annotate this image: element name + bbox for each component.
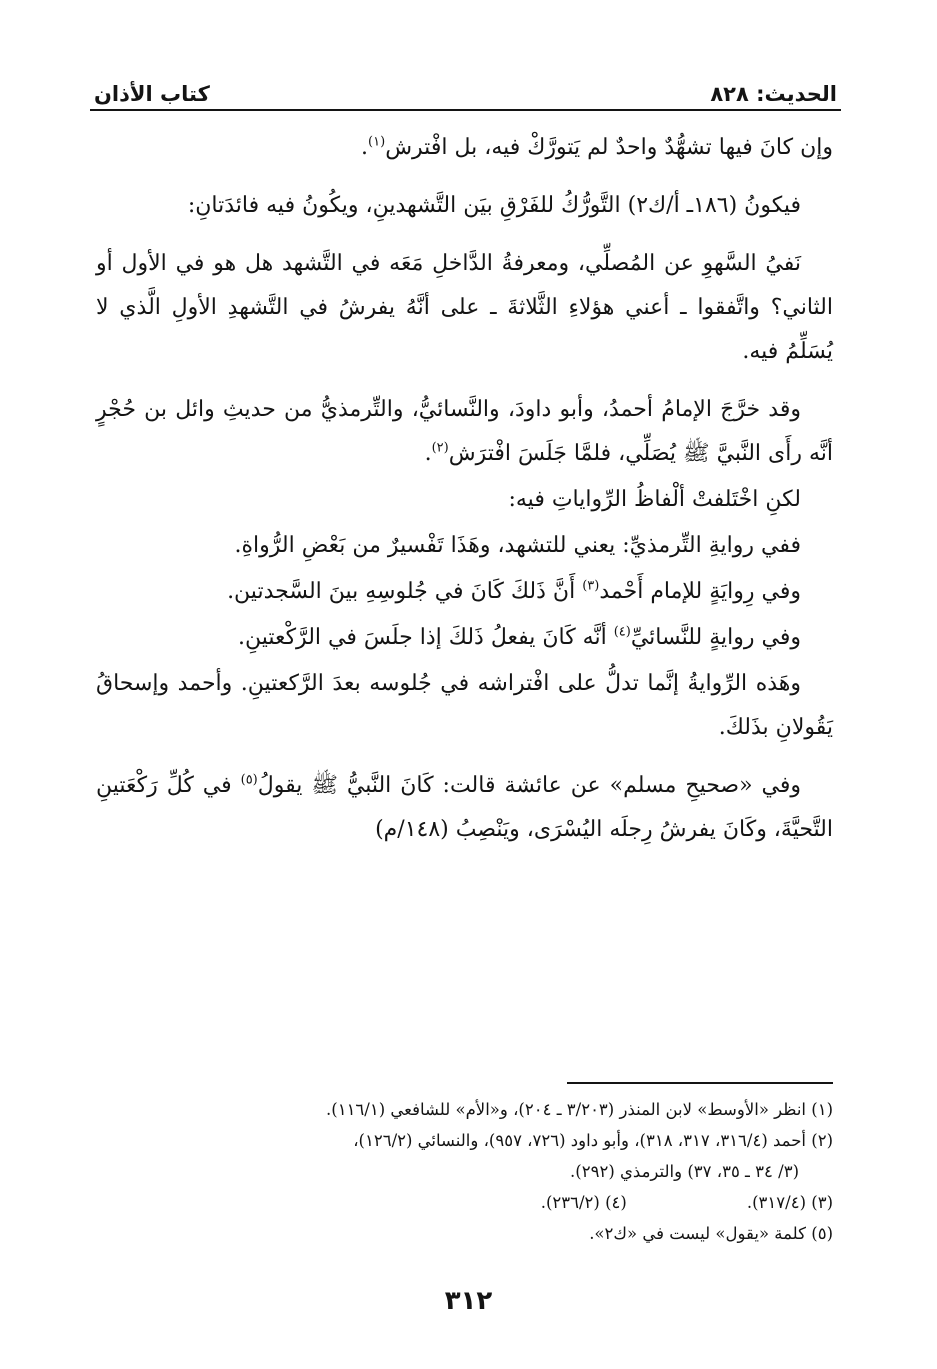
running-header <box>94 66 837 106</box>
footnote-5: (٥) كلمة «يقول» ليست في «ك٢». <box>589 1224 833 1243</box>
header-book-title: كتاب الأذان <box>94 82 210 106</box>
paragraph-9: وهَذه الرِّوايةُ إنَّما تدلُّ على افْتراشه في جُلوسه بعدَ الرَّكعتينِ. وأحمد وإسحاقُ يَقُولانِ بذَلكَ. <box>96 671 833 740</box>
paragraph-10: وفي «صحيحِ مسلم» عن عائشة قالت: كَانَ النَّبيُّ ﷺ يقولُ$^{(٥)}$ في كُلِّ رَكْعَتينِ التَّحيَّةَ، وكَانَ يفرشُ رِجلَه اليُسْرَى، ويَنْصِبُ (١٤٨/م) <box>96 772 833 842</box>
paragraph-7: وفي رِوايَةٍ للإمام أَحْمد$^{(٣)}$ أَنَّ ذَلكَ كَانَ في جُلوسِهِ بينَ السَّجدتين. <box>227 578 801 604</box>
footnote-ref-4[interactable]: (٤) <box>613 624 631 640</box>
footnote-2-continued: (٣/ ٣٤ ـ ٣٥، ٣٧) والترمذي (٢٩٢). <box>570 1162 799 1181</box>
footnote-ref-5[interactable]: (٥) <box>240 772 258 788</box>
header-rule <box>90 109 841 111</box>
footnote-2: (٢) أحمد (٣١٦/٤، ٣١٧، ٣١٨)، وأبو داود (٧٢٦، ٩٥٧)، والنسائي (١٢٦/٢)، <box>353 1131 833 1150</box>
paragraph-4: وقد خرَّجَ الإمامُ أحمدُ، وأبو داودَ، والنَّسائيُّ، والتِّرمذيُّ من حديثِ وائل بن حُجْرٍ أنَّه رأَى النَّبيَّ ﷺ يُصَلِّي، فلمَّا جَلَسَ افْترَش$^{(٢)}$. <box>96 397 833 466</box>
paragraph-1: وإن كانَ فيها تشهُّدٌ واحدٌ لم يَتورَّكْ فيه، بل افْترش$^{(١)}$. <box>361 134 833 160</box>
footnote-separator <box>567 1082 833 1084</box>
footnote-ref-2[interactable]: (٢) <box>431 440 449 456</box>
main-text <box>96 126 833 866</box>
footnote-row-3-4 <box>96 1187 833 1218</box>
paragraph-6: ففي روايةِ التِّرمذيِّ: يعني للتشهد، وهَذَا تَفْسيرٌ من بَعْضِ الرُّواةِ. <box>234 533 801 558</box>
paragraph-3: نَفيُ السَّهوِ عن المُصلِّي، ومعرفةُ الدَّاخلِ مَعَه في التَّشهد هل هو في الأول أو الثاني؟ واتَّفقوا ـ أعني هؤلاءِ الثَّلاثةَ ـ على أنَّهُ يفرشُ في التَّشهدِ الأولِ الَّذي لا يُسَلِّمُ فيه. <box>96 251 833 364</box>
paragraph-2: فيكونُ (١٨٦ـ أ/ك٢) التَّورُّكُ للفَرْقِ بيَن التَّشهدينِ، ويكُونُ فيه فائدَتانِ: <box>187 193 801 218</box>
footnote-ref-1[interactable]: (١) <box>368 134 386 150</box>
paragraph-8: وفي روايةٍ للنَّسائيِّ$^{(٤)}$ أنَّه كَانَ يفعلُ ذَلكَ إذا جلَسَ في الرَّكْعتينِ. <box>237 624 801 650</box>
footnote-ref-3[interactable]: (٣) <box>582 578 600 594</box>
footnote-3: (٣) (٣١٧/٤). <box>746 1193 833 1212</box>
paragraph-5: لكنِ اخْتَلفتْ ألْفاظُ الرِّواياتِ فيه: <box>508 487 801 512</box>
footnote-4: (٤) (٢٣٦/٢). <box>540 1193 627 1212</box>
footnotes <box>96 1094 833 1249</box>
header-hadith-number: الحديث: ٨٢٨ <box>710 82 837 106</box>
footnote-1: (١) انظر «الأوسط» لابن المنذر (٣/٢٠٣ ـ ٢٠٤)، و«الأم» للشافعي (١١٦/١). <box>326 1100 833 1119</box>
page-number: ٣١٢ <box>444 1286 493 1316</box>
